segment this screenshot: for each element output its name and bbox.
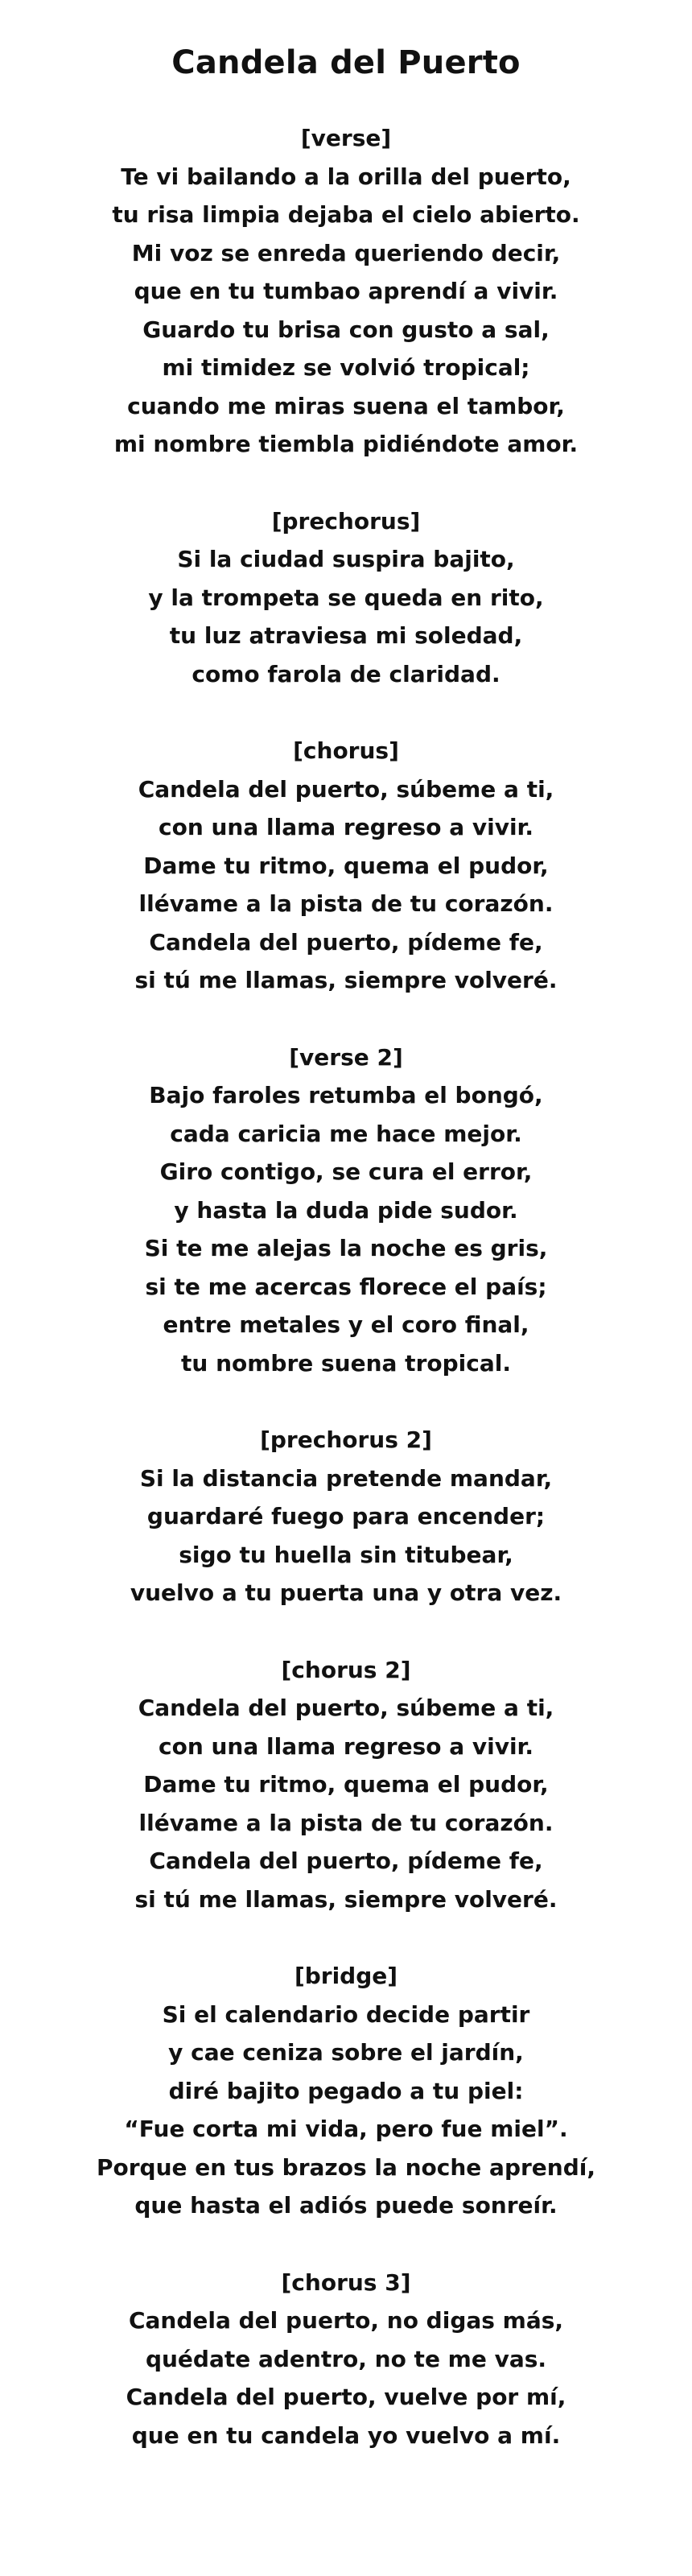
lyrics-section (0, 1651, 692, 1919)
lyric-line: guardaré fuego para encender; (146, 1503, 546, 1530)
song-title: Candela del Puerto (171, 44, 521, 81)
lyric-line: quédate adentro, no te me vas. (145, 2345, 547, 2372)
lyric-line: tu risa limpia dejaba el cielo abierto. (112, 201, 580, 228)
lyric-line: y cae ceniza sobre el jardín, (168, 2039, 524, 2066)
lyric-line: Si te me alejas la noche es gris, (144, 1235, 548, 1261)
lyric-line: tu luz atraviesa mi soledad, (169, 622, 523, 649)
lyrics-section (0, 1421, 692, 1612)
lyrics-section (0, 502, 692, 694)
song-body (0, 119, 692, 2454)
lyric-line: Dame tu ritmo, quema el pudor, (143, 1771, 549, 1798)
lyric-line: que en tu candela yo vuelvo a mí. (131, 2421, 561, 2449)
lyric-line: diré bajito pegado a tu piel: (168, 2077, 524, 2104)
section-label: [verse 2] (289, 1043, 403, 1071)
lyric-line: si tú me llamas, siempre volveré. (134, 1885, 558, 1913)
section-label: [chorus 3] (281, 2268, 411, 2296)
lyric-line: llévame a la pista de tu corazón. (138, 890, 554, 917)
lyrics-section (0, 732, 692, 1000)
lyric-line: “Fue corta mi vida, pero fue miel”. (124, 2116, 568, 2142)
section-label: [chorus] (293, 737, 399, 764)
lyric-line: vuelvo a tu puerta una y otra vez. (130, 1579, 562, 1606)
section-label: [bridge] (294, 1963, 398, 1989)
lyric-line: Porque en tus brazos la noche aprendí, (96, 2153, 595, 2181)
lyric-line: y hasta la duda pide sudor. (174, 1196, 518, 1224)
lyric-line: con una llama regreso a vivir. (158, 1732, 534, 1760)
lyrics-section (0, 2264, 692, 2455)
lyric-line: tu nombre suena tropical. (181, 1349, 511, 1377)
lyric-line: si tú me llamas, siempre volveré. (134, 967, 558, 993)
lyric-line: llévame a la pista de tu corazón. (138, 1809, 554, 1836)
lyric-line: Guardo tu brisa con gusto a sal, (142, 316, 550, 343)
lyric-line: Si la ciudad suspira bajito, (177, 546, 515, 572)
lyric-line: Mi voz se enreda queriendo decir, (131, 239, 561, 266)
lyric-line: mi nombre tiembla pidiéndote amor. (113, 431, 579, 457)
lyric-line: si te me acercas florece el país; (145, 1273, 547, 1300)
lyric-line: mi timidez se volvió tropical; (162, 354, 530, 381)
section-label: [prechorus 2] (260, 1426, 432, 1453)
lyric-line: Candela del puerto, no digas más, (128, 2307, 564, 2334)
lyric-line: Bajo faroles retumba el bongó, (149, 1082, 543, 1108)
lyric-line: entre metales y el coro final, (163, 1311, 529, 1338)
lyric-line: Candela del puerto, pídeme fe, (149, 1847, 543, 1874)
lyrics-section (0, 1957, 692, 2225)
lyric-line: Candela del puerto, pídeme fe, (149, 928, 543, 956)
lyric-line: Si el calendario decide partir (162, 2000, 530, 2028)
lyric-line: Giro contigo, se cura el error, (159, 1158, 533, 1185)
lyric-line: sigo tu huella sin titubear, (179, 1541, 513, 1568)
lyric-line: Candela del puerto, vuelve por mí, (126, 2384, 566, 2410)
lyric-line: cuando me miras suena el tambor, (127, 392, 565, 419)
lyric-line: Te vi bailando a la orilla del puerto, (121, 163, 571, 190)
lyric-line: que hasta el adiós puede sonreír. (134, 2192, 558, 2219)
lyric-line: con una llama regreso a vivir. (158, 814, 534, 840)
lyrics-section (0, 1038, 692, 1383)
lyric-line: Candela del puerto, súbeme a ti, (138, 775, 554, 803)
lyric-line: Candela del puerto, súbeme a ti, (138, 1695, 554, 1721)
section-label: [prechorus] (271, 507, 421, 535)
lyric-line: cada caricia me hace mejor. (170, 1120, 522, 1147)
lyric-line: y la trompeta se queda en rito, (148, 584, 544, 611)
lyric-line: Dame tu ritmo, quema el pudor, (143, 852, 549, 879)
lyric-line: como farola de claridad. (192, 660, 500, 687)
lyric-line: que en tu tumbao aprendí a vivir. (134, 278, 558, 304)
section-label: [chorus 2] (281, 1656, 411, 1683)
section-label: [verse] (300, 125, 392, 151)
lyric-line: Si la distancia pretende mandar, (139, 1464, 553, 1492)
lyrics-section (0, 119, 692, 464)
